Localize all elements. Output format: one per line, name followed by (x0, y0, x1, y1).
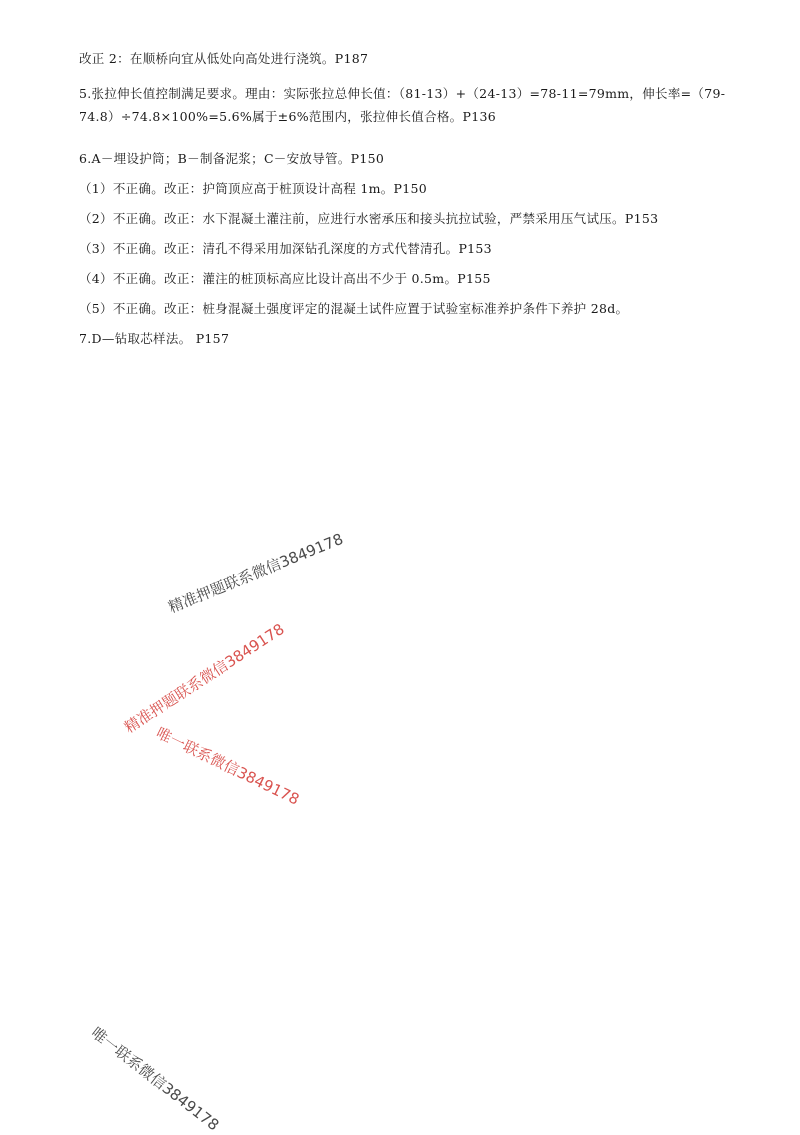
watermark-gray-bottom: 唯一联系微信3849178 (87, 1023, 223, 1135)
text-line-item-6-2: （2）不正确。改正：水下混凝土灌注前，应进行水密承压和接头抗拉试验，严禁采用压气试压。P153 (79, 211, 659, 226)
text-line-item-6-3: （3）不正确。改正：清孔不得采用加深钻孔深度的方式代替清孔。P153 (79, 241, 492, 256)
text-line-revision-2: 改正 2：在顺桥向宜从低处向高处进行浇筑。P187 (79, 51, 369, 66)
watermark-gray-top: 精准押题联系微信3849178 (165, 529, 346, 617)
text-line-item-7: 7.D—钻取芯样法。 P157 (79, 331, 230, 346)
text-line-item-6-1: （1）不正确。改正：护筒顶应高于桩顶设计高程 1m。P150 (79, 181, 428, 196)
watermark-red-contact: 唯一联系微信3849178 (153, 723, 303, 809)
text-line-item-5: 5.张拉伸长值控制满足要求。理由：实际张拉总伸长值：（81-13）+（24-13）=78-11=79mm，伸长率=（79-74.8）÷74.8×100%=5.6%属于±6%范围内，张拉伸长值合格。P136 (79, 86, 726, 124)
text-line-item-6-4: （4）不正确。改正：灌注的桩顶标高应比设计高出不少于 0.5m。P155 (79, 271, 491, 286)
text-line-item-6: 6.A－埋设护筒；B－制备泥浆；C－安放导管。P150 (79, 151, 385, 166)
watermark-red-diagonal: 精准押题联系微信3849178 (121, 619, 288, 737)
text-line-item-6-5: （5）不正确。改正：桩身混凝土强度评定的混凝土试件应置于试验室标准养护条件下养护 28d。 (79, 301, 629, 316)
